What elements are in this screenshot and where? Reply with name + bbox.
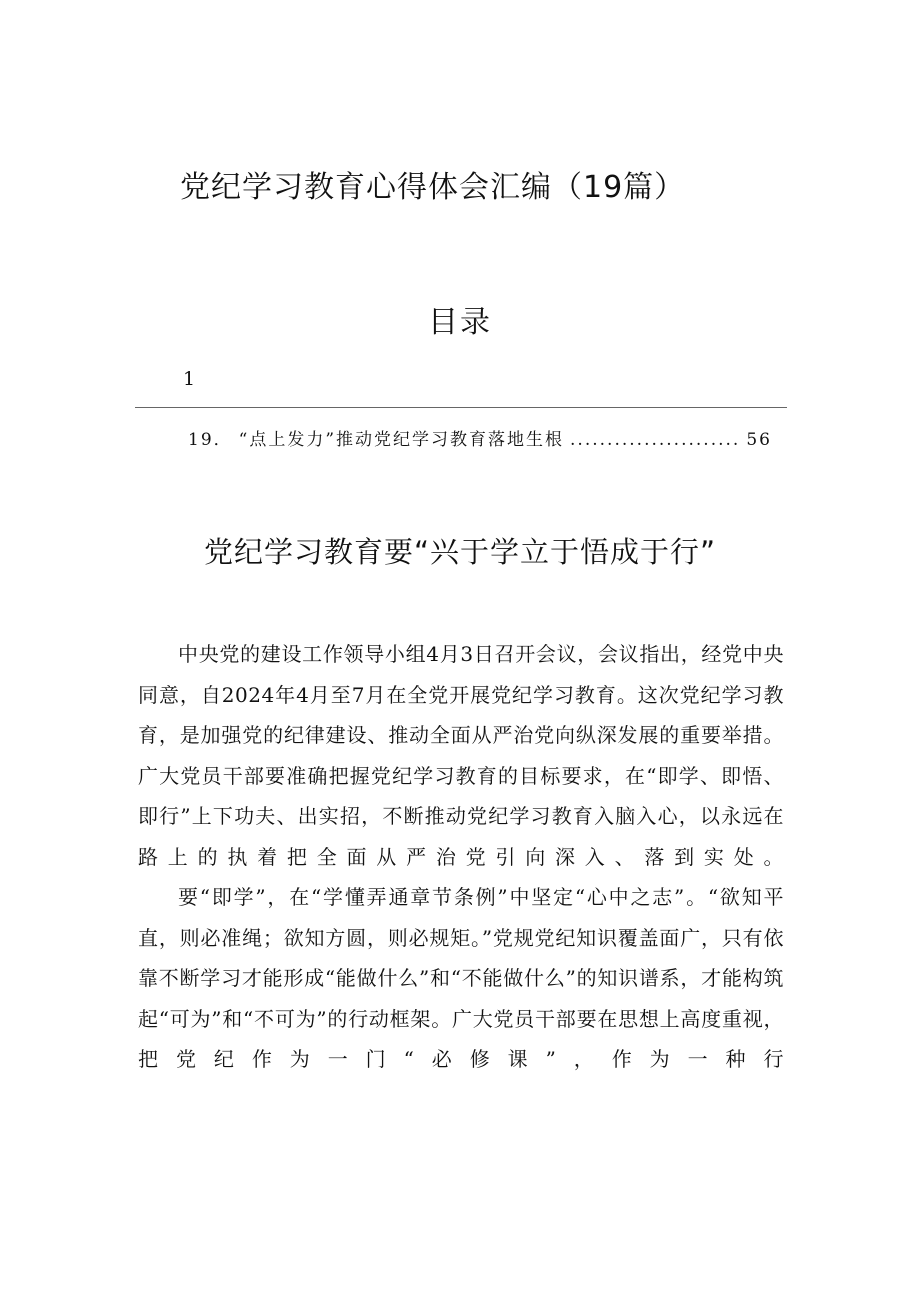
toc-entry-number: 19． xyxy=(188,430,233,450)
article-paragraph: 中央党的建设工作领导小组4月3日召开会议，会议指出，经党中央同意，自2024年4月至7月在全党开展党纪学习教育。这次党纪学习教育，是加强党的纪律建设、推动全面从严治党向纵深发展的重要举措。广大党员干部要准确把握党纪学习教育的目标要求，在“即学、即悟、即行”上下功夫、出实招，不断推动党纪学习教育入脑入心，以永远在路上的执着把全面从严治党引向深入、落到实处。 xyxy=(138,642,784,869)
toc-first-entry-number: 1 xyxy=(183,368,196,390)
toc-heading: 目录 xyxy=(428,305,492,340)
article-title: 党纪学习教育要“兴于学立于悟成于行” xyxy=(203,535,717,569)
toc-entry-leader xyxy=(570,430,740,450)
toc-entry-text: “点上发力”推动党纪学习教育落地生根 xyxy=(238,430,565,450)
article-body xyxy=(138,634,784,1080)
toc-entry[interactable] xyxy=(188,425,772,450)
toc-divider xyxy=(135,407,787,408)
toc-entry-page: 56 xyxy=(746,430,772,450)
document-title: 党纪学习教育心得体会汇编（19篇） xyxy=(180,170,686,205)
article-paragraph: 要“即学”，在“学懂弄通章节条例”中坚定“心中之志”。“欲知平直，则必准绳；欲知方圆，则必规矩。”党规党纪知识覆盖面广，只有依靠不断学习才能形成“能做什么”和“不能做什么”的知识谱系，才能构筑起“可为”和“不可为”的行动框架。广大党员干部要在思想上高度重视，把党纪作为一门“必修课”，作为一种行 xyxy=(138,885,784,1071)
